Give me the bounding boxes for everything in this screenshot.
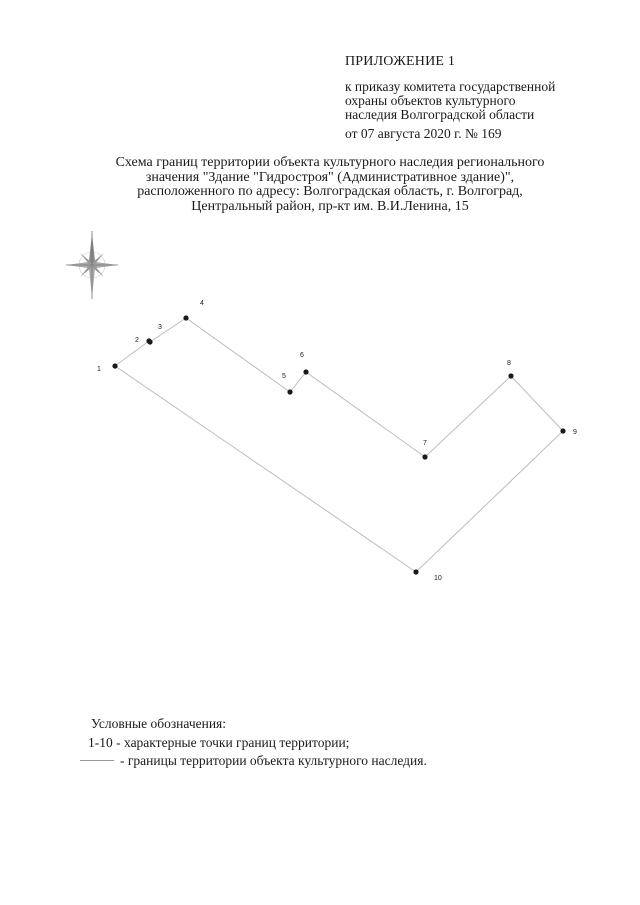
legend-line-text: - границы территории объекта культурного наследия. (120, 753, 427, 768)
compass-rose-icon (66, 231, 118, 299)
point-label: 5 (282, 373, 286, 380)
boundary-point (97, 363, 118, 373)
point-label: 8 (507, 360, 511, 367)
boundary-point (413, 569, 441, 582)
order-date: от 07 августа 2020 г. № 169 (345, 126, 502, 141)
point-label: 6 (300, 352, 304, 359)
order-line: к приказу комитета государственной (345, 79, 556, 94)
boundary-point (183, 300, 204, 321)
point-label: 9 (573, 429, 577, 436)
legend-title: Условные обозначения: (91, 716, 227, 731)
point-label: 4 (200, 300, 204, 307)
order-line: наследия Волгоградской области (345, 107, 535, 122)
boundary-point (507, 360, 514, 379)
title-line: Схема границ территории объекта культурного наследия регионального (115, 155, 545, 170)
boundary-point (147, 324, 162, 345)
point-label: 1 (97, 366, 101, 373)
point-label: 2 (135, 337, 139, 344)
boundary-point (282, 373, 293, 395)
appendix-heading: ПРИЛОЖЕНИЕ 1 (345, 54, 456, 69)
order-line: охраны объектов культурного (345, 93, 516, 108)
territory-boundary-line (115, 318, 563, 572)
boundary-point (300, 352, 309, 375)
point-label: 3 (158, 324, 162, 331)
legend-line-item (80, 753, 427, 769)
point-label: 7 (423, 440, 427, 447)
title-line: расположенного по адресу: Волгоградская область, г. Волгоград, (137, 184, 523, 199)
boundary-point (560, 428, 577, 436)
boundary-point (422, 440, 427, 460)
title-line: Центральный район, пр-кт им. В.И.Ленина, 15 (191, 198, 469, 214)
legend-points-item: 1-10 - характерные точки границ территории; (88, 735, 350, 750)
title-line: значения "Здание "Гидростроя" (Административное здание)", (145, 169, 515, 185)
boundary-line-sample (80, 760, 114, 761)
point-label: 10 (434, 575, 442, 582)
